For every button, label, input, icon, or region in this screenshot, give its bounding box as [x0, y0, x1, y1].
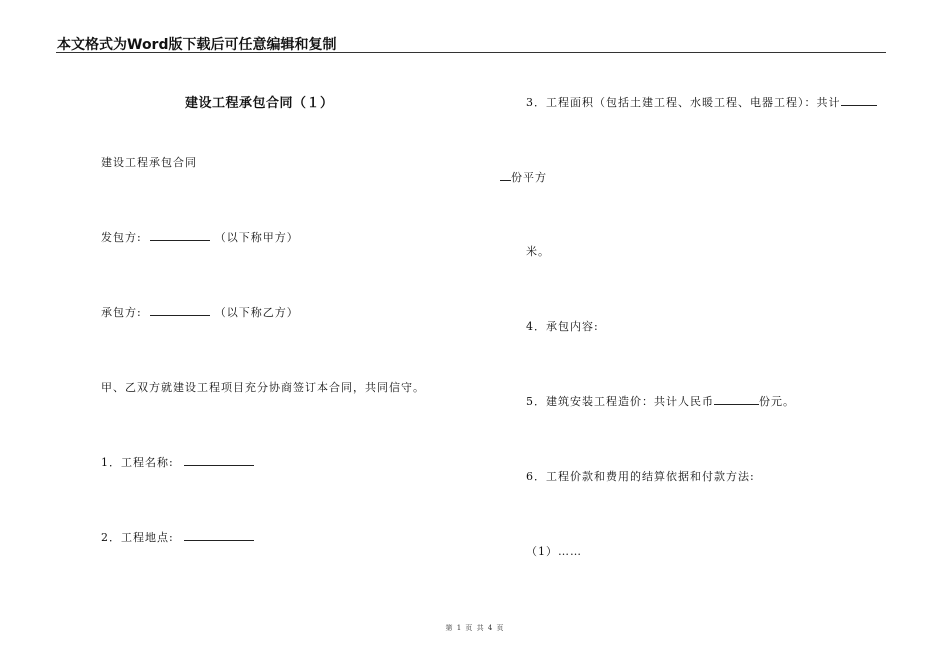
item-5-suffix: 份元。 [759, 395, 795, 408]
area-blank-cont [500, 170, 511, 181]
document-header: 本文格式为Word版下载后可任意编辑和复制 [57, 37, 337, 53]
header-divider [56, 52, 886, 53]
party-a-note: （以下称甲方） [214, 231, 299, 244]
item-1-label: 1．工程名称: [101, 456, 174, 469]
party-a-line [101, 229, 299, 245]
contract-subtitle: 建设工程承包合同 [101, 156, 197, 169]
item-5-line [526, 393, 795, 409]
area-blank [841, 95, 877, 106]
item-3-cont-text: 份平方 [511, 171, 547, 184]
project-location-blank [184, 530, 254, 541]
item-6-sub: （1）…… [526, 545, 582, 558]
intro-paragraph: 甲、乙双方就建设工程项目充分协商签订本合同，共同信守。 [101, 381, 425, 394]
party-b-line [101, 304, 299, 320]
party-a-label: 发包方: [101, 231, 142, 244]
item-1-line [101, 454, 254, 470]
party-a-blank [150, 230, 210, 241]
party-b-blank [150, 305, 210, 316]
price-blank [714, 394, 759, 405]
item-5-label: 5．建筑安装工程造价：共计人民币 [526, 395, 714, 408]
item-6-label: 6．工程价款和费用的结算依据和付款方法: [526, 470, 755, 483]
page-number: 第 1 页 共 4 页 [445, 624, 505, 632]
item-3-end: 米。 [526, 245, 550, 258]
project-name-blank [184, 455, 254, 466]
item-4-label: 4．承包内容: [526, 320, 599, 333]
item-3-label: 3．工程面积（包括土建工程、水暖工程、电器工程）：共计 [526, 96, 841, 109]
party-b-note: （以下称乙方） [214, 306, 299, 319]
item-2-label: 2．工程地点: [101, 531, 174, 544]
item-2-line [101, 529, 254, 545]
item-3-continuation [500, 169, 547, 185]
party-b-label: 承包方: [101, 306, 142, 319]
item-3-line [526, 94, 877, 110]
contract-title: 建设工程承包合同（１） [185, 96, 334, 111]
